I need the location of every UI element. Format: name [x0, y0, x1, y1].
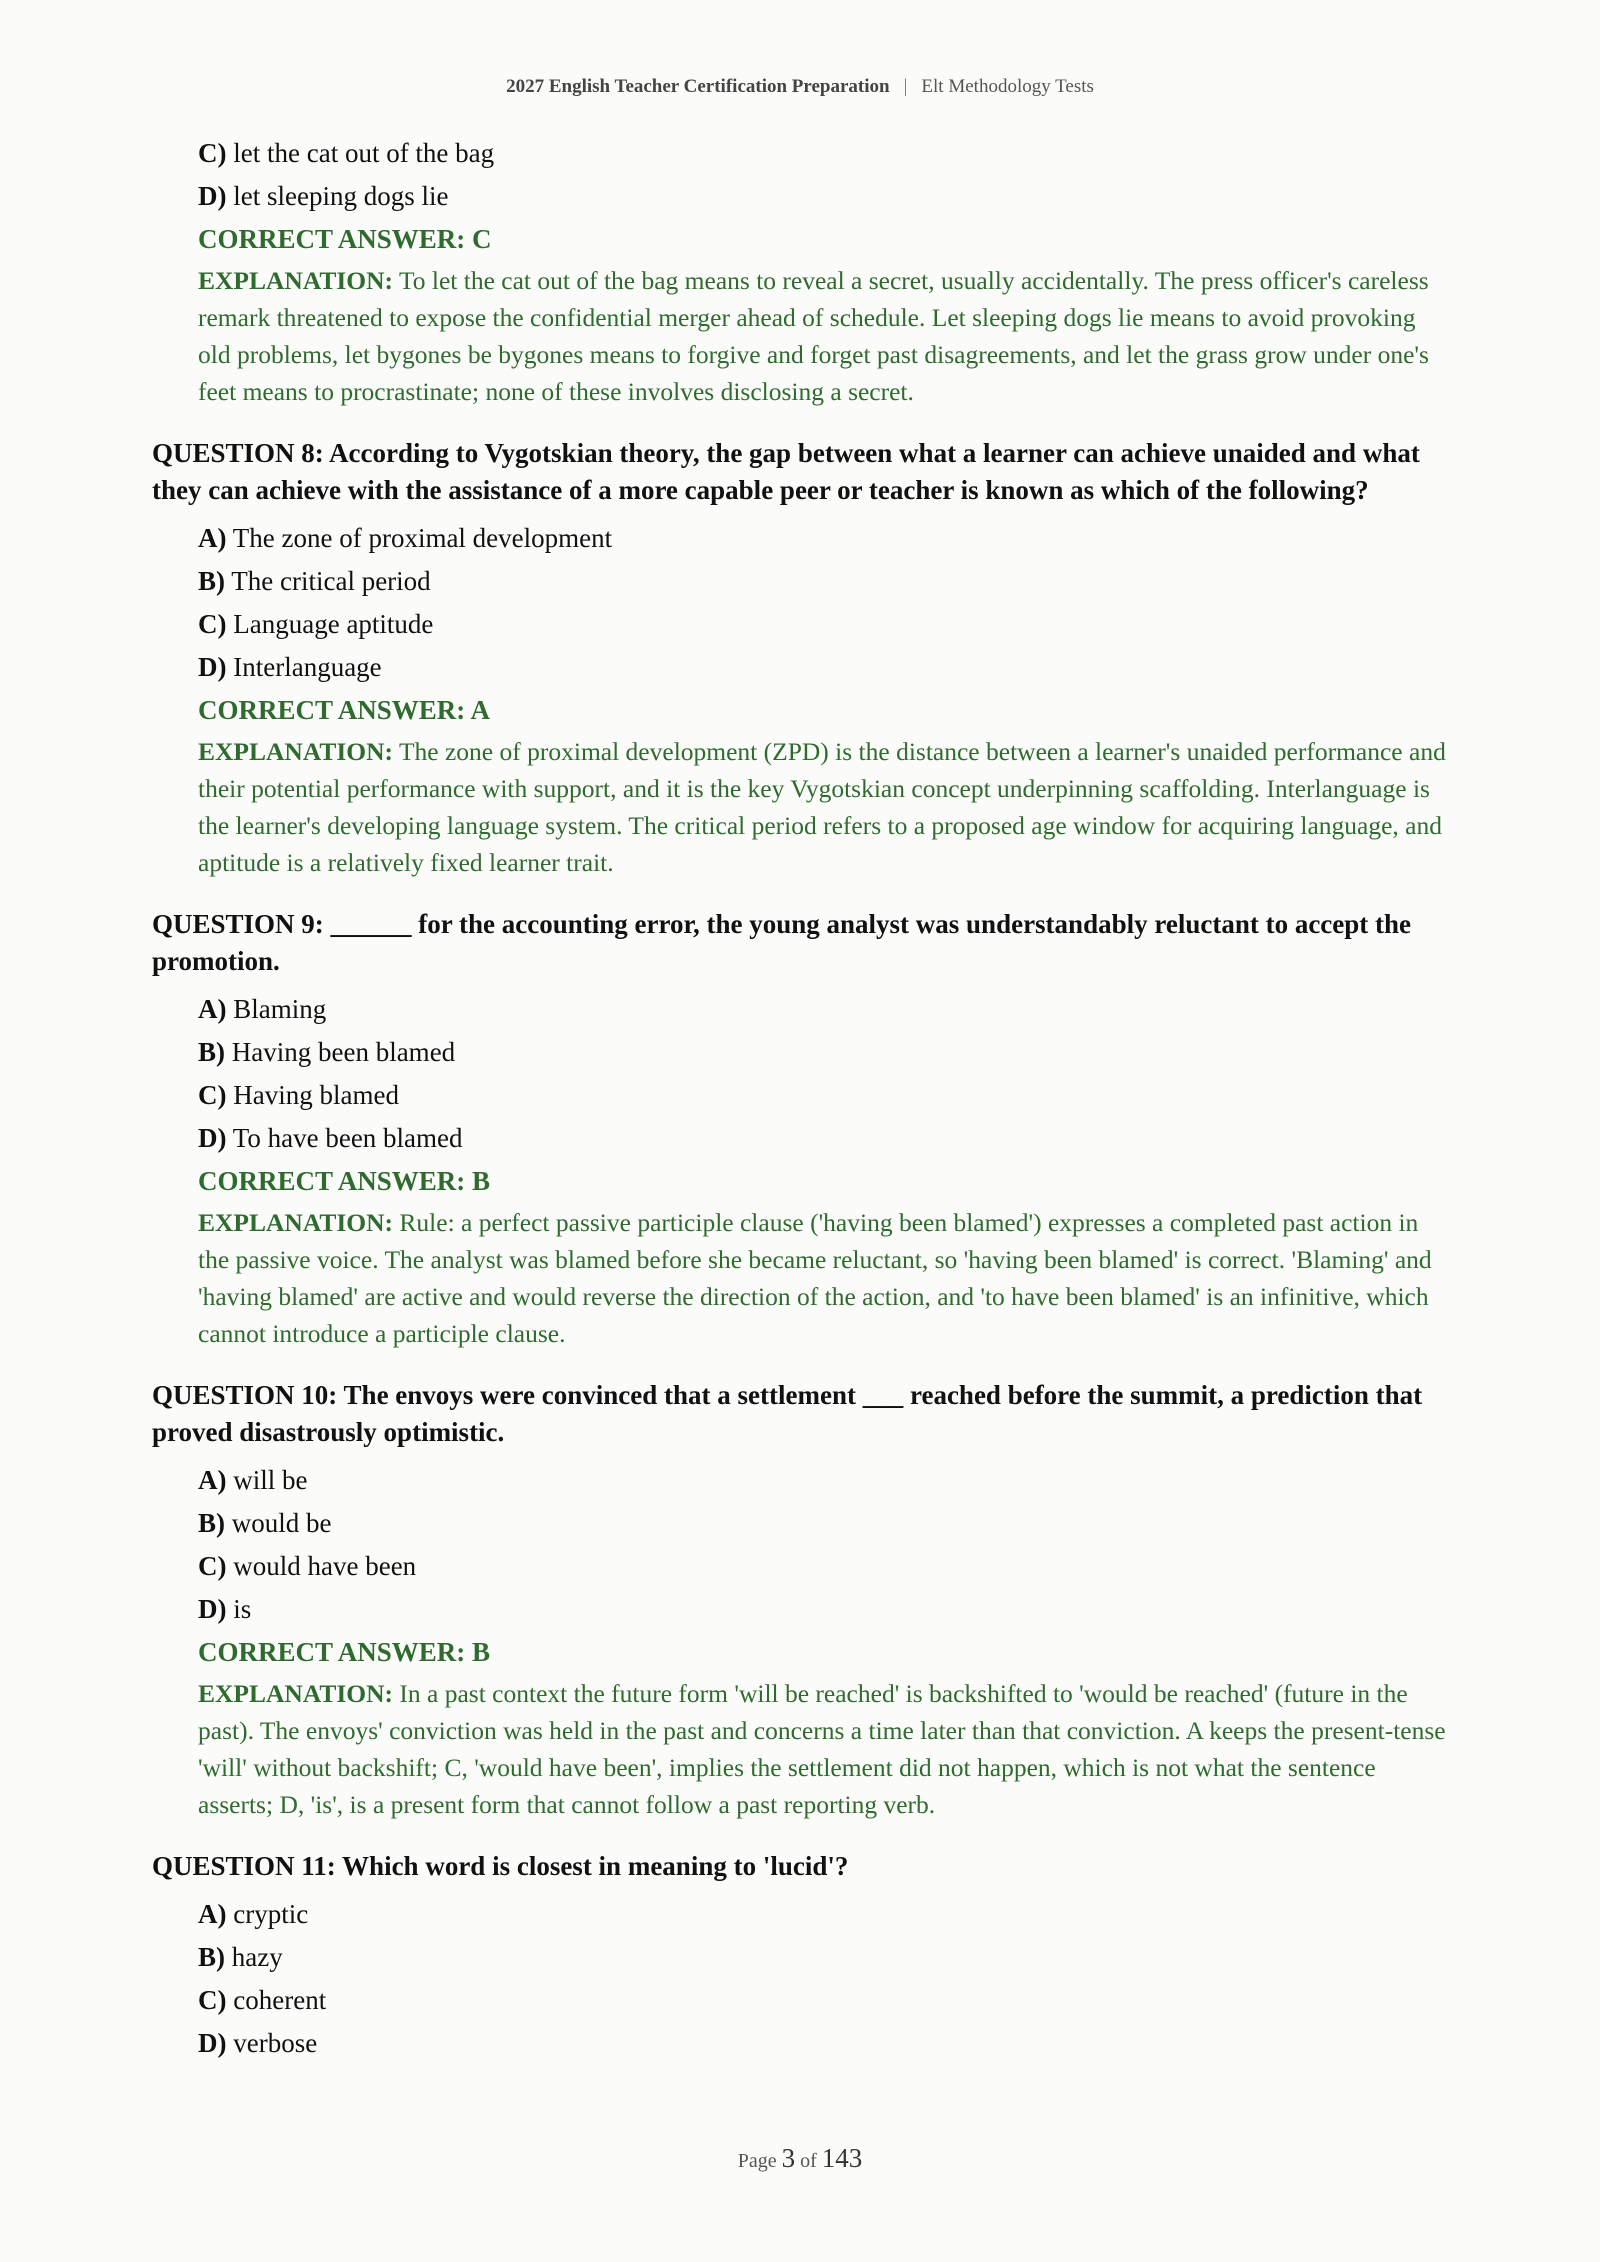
option-a: [198, 988, 1452, 1031]
option-c: [198, 1074, 1452, 1117]
option-text: coherent: [233, 1985, 327, 2015]
explanation-text: To let the cat out of the bag means to reveal a secret, usually accidentally. The press officer's careless remark threatened to expose the confidential merger ahead of schedule. Let sleeping dogs lie means to avoid provoking old problems, let bygones be bygones means to forgive and forget past disagreements, and let the grass grow under one's feet means to procrastinate; none of these involves disclosing a secret.: [198, 266, 1429, 406]
explanation: [198, 1204, 1452, 1352]
question-text: QUESTION 9: ______ for the accounting error, the young analyst was understandably reluctant to accept the promotion.: [152, 909, 1412, 976]
option-text: Having been blamed: [231, 1037, 456, 1067]
option-letter: C): [198, 138, 227, 168]
option-letter: A): [198, 994, 227, 1024]
option-text: Blaming: [233, 994, 327, 1024]
explanation: [198, 733, 1452, 881]
explanation-text: Rule: a perfect passive participle clause ('having been blamed') expresses a completed past action in the passive voice. The analyst was blamed before she became reluctant, so 'having been blamed' is correct. 'Blaming' and 'having blamed' are active and would reverse the direction of the action, and 'to have been blamed' is an infinitive, which cannot introduce a participle clause.: [198, 1208, 1432, 1348]
option-letter: A): [198, 523, 227, 553]
question-9: [152, 906, 1452, 1352]
option-text: verbose: [233, 2028, 318, 2058]
option-c: [198, 1545, 1452, 1588]
explanation: [198, 262, 1452, 410]
question-text: QUESTION 10: The envoys were convinced that a settlement ___ reached before the summit, a prediction that proved disastrously optimistic.: [152, 1380, 1423, 1447]
option-letter: D): [198, 2028, 227, 2058]
option-letter: D): [198, 1594, 227, 1624]
option-letter: C): [198, 1985, 227, 2015]
header-section: Elt Methodology Tests: [921, 76, 1094, 97]
option-letter: B): [198, 1942, 225, 1972]
correct-answer: CORRECT ANSWER: B: [198, 1166, 491, 1196]
option-letter: D): [198, 652, 227, 682]
option-letter: D): [198, 1123, 227, 1153]
question-7-continuation: [152, 132, 1452, 410]
option-text: cryptic: [233, 1899, 309, 1929]
question-8: [152, 435, 1452, 881]
option-a: [198, 1459, 1452, 1502]
option-b: [198, 1502, 1452, 1545]
option-text: let the cat out of the bag: [233, 138, 495, 168]
option-d: [198, 1588, 1452, 1631]
question-text: QUESTION 11: Which word is closest in meaning to 'lucid'?: [152, 1851, 849, 1881]
page-word: Page: [737, 2150, 777, 2172]
explanation-label: EXPLANATION:: [198, 266, 394, 295]
page-footer: [0, 2143, 1600, 2174]
option-letter: A): [198, 1899, 227, 1929]
option-letter: C): [198, 1080, 227, 1110]
option-d: [198, 646, 1452, 689]
option-text: Interlanguage: [233, 652, 382, 682]
option-letter: D): [198, 181, 227, 211]
explanation: [198, 1675, 1452, 1823]
option-text: Language aptitude: [233, 609, 434, 639]
option-c: [198, 132, 1452, 175]
option-text: The critical period: [231, 566, 431, 596]
option-b: [198, 1936, 1452, 1979]
option-letter: A): [198, 1465, 227, 1495]
correct-answer: CORRECT ANSWER: A: [198, 695, 491, 725]
option-d: [198, 175, 1452, 218]
option-letter: B): [198, 1508, 225, 1538]
of-word: of: [800, 2150, 817, 2172]
option-text: To have been blamed: [232, 1123, 463, 1153]
option-b: [198, 560, 1452, 603]
option-c: [198, 603, 1452, 646]
option-text: Having blamed: [233, 1080, 399, 1110]
page-header: [0, 76, 1600, 98]
option-a: [198, 517, 1452, 560]
option-c: [198, 1979, 1452, 2022]
correct-answer: CORRECT ANSWER: B: [198, 1637, 491, 1667]
explanation-text: The zone of proximal development (ZPD) is the distance between a learner's unaided performance and their potential performance with support, and it is the key Vygotskian concept underpinning scaffolding. Interlanguage is the learner's developing language system. The critical period refers to a proposed age window for acquiring language, and aptitude is a relatively fixed learner trait.: [198, 737, 1446, 877]
explanation-label: EXPLANATION:: [198, 737, 394, 766]
option-b: [198, 1031, 1452, 1074]
page-content: [152, 132, 1452, 2065]
option-text: let sleeping dogs lie: [233, 181, 449, 211]
header-separator: |: [903, 76, 908, 97]
option-letter: C): [198, 609, 227, 639]
option-letter: C): [198, 1551, 227, 1581]
explanation-label: EXPLANATION:: [198, 1208, 394, 1237]
explanation-label: EXPLANATION:: [198, 1679, 394, 1708]
total-pages: 143: [821, 2143, 863, 2173]
option-text: is: [233, 1594, 252, 1624]
option-text: hazy: [231, 1942, 283, 1972]
question-11: [152, 1848, 1452, 2065]
option-d: [198, 2022, 1452, 2065]
option-d: [198, 1117, 1452, 1160]
option-text: will be: [233, 1465, 308, 1495]
question-text: QUESTION 8: According to Vygotskian theory, the gap between what a learner can achieve unaided and what they can achieve with the assistance of a more capable peer or teacher is known as which of the following?: [152, 438, 1420, 505]
header-title: 2027 English Teacher Certification Preparation: [506, 76, 890, 97]
option-letter: B): [198, 566, 225, 596]
option-letter: B): [198, 1037, 225, 1067]
option-text: The zone of proximal development: [232, 523, 613, 553]
option-text: would be: [231, 1508, 332, 1538]
correct-answer: CORRECT ANSWER: C: [198, 224, 492, 254]
option-text: would have been: [233, 1551, 417, 1581]
page-number: 3: [781, 2143, 796, 2173]
option-a: [198, 1893, 1452, 1936]
explanation-text: In a past context the future form 'will be reached' is backshifted to 'would be reached' (future in the past). The envoys' conviction was held in the past and concerns a time later than that conviction. A keeps the present-tense 'will' without backshift; C, 'would have been', implies the settlement did not happen, which is not what the sentence asserts; D, 'is', is a present form that cannot follow a past reporting verb.: [198, 1679, 1446, 1819]
question-10: [152, 1377, 1452, 1823]
